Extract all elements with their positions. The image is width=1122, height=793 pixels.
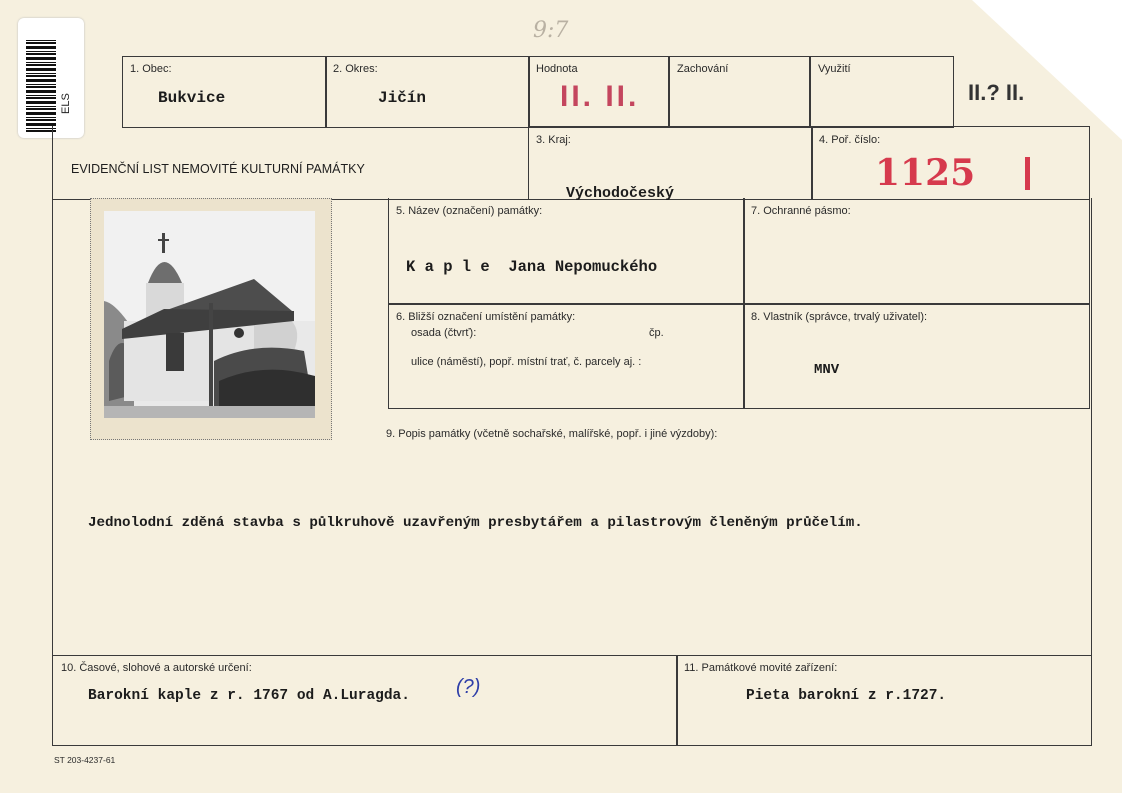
zarizeni-label: 11. Památkové movité zařízení: [684,662,838,674]
obec-value: Bukvice [158,89,226,107]
por-cislo-value: 1125 [875,152,976,194]
urceni-note: (?) [456,676,481,698]
red-marker-icon [1025,157,1030,190]
zachovani-label: Zachování [677,63,729,75]
hodnota-value: II. II. [560,80,640,113]
vyuziti-label: Využití [818,63,851,75]
osada-label: osada (čtvrť): [411,327,477,339]
nazev-value: K a p l e Jana Nepomuckého [406,258,658,276]
cp-label: čp. [649,327,664,339]
okres-label: 2. Okres: [333,63,378,75]
kraj-label: 3. Kraj: [536,134,571,146]
vlastnik-value: MNV [814,362,840,378]
urceni-label: 10. Časové, slohové a autorské určení: [61,662,252,674]
umisteni-label: 6. Bližší označení umístění památky: [396,311,576,323]
obec-label: 1. Obec: [130,63,172,75]
nazev-label: 5. Název (označení) památky: [396,205,543,217]
barcode-icon [26,40,56,132]
barcode-sticker [18,18,84,138]
barcode-text: ELS [60,93,72,114]
vlastnik-label: 8. Vlastník (správce, trvalý uživatel): [751,311,928,323]
zarizeni-value: Pieta barokní z r.1727. [746,688,947,704]
footer-code: ST 203-4237-61 [54,755,116,765]
hodnota-label: Hodnota [536,63,578,75]
ulice-label: ulice (náměstí), popř. místní trať, č. parcely aj. : [411,356,642,368]
form-title: EVIDENČNÍ LIST NEMOVITÉ KULTURNÍ PAMÁTKY [71,162,365,176]
ochranne-pasmo-label: 7. Ochranné pásmo: [751,205,851,217]
kraj-value: Východočeský [566,185,675,202]
popis-label: 9. Popis památky (včetně sochařské, malířské, popř. i jiné výzdoby): [386,428,718,440]
popis-value: Jednolodní zděná stavba s půlkruhově uzavřeným presbytářem a pilastrovým členěným průčelím. [88,515,863,531]
por-cislo-label: 4. Poř. číslo: [819,134,881,146]
header-mark: 9:7 [533,18,569,43]
okres-value: Jičín [378,89,427,107]
chapel-photo [104,211,315,418]
side-mark: II.? II. [968,80,1025,105]
urceni-value: Barokní kaple z r. 1767 od A.Luragda. [88,688,410,704]
cut-corner [972,0,1122,140]
